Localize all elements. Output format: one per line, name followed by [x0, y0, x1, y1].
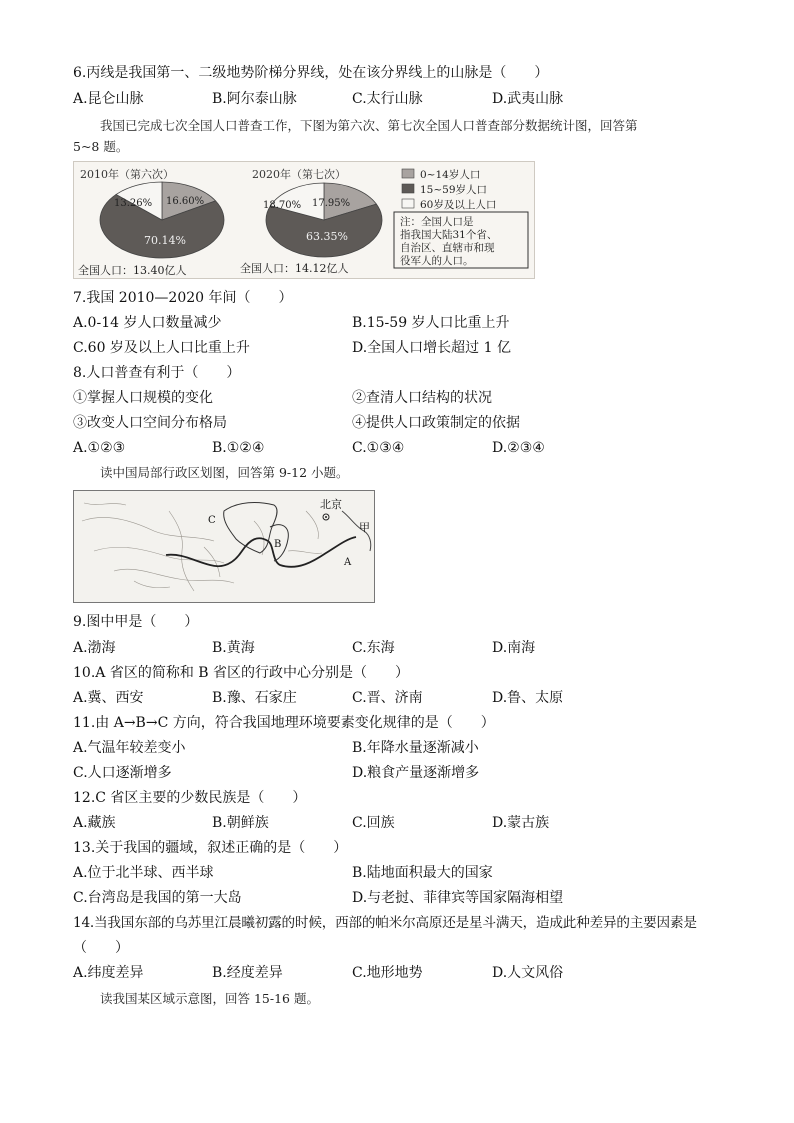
q14-option-c: C.地形地势: [352, 965, 423, 981]
pie1-label-2: 13.26%: [114, 198, 153, 209]
q9-option-b: B.黄海: [212, 640, 255, 656]
q6-option-c: C.太行山脉: [352, 91, 423, 107]
q9-option-c: C.东海: [352, 640, 395, 656]
q8-option-c: C.①③④: [352, 440, 405, 456]
intro-15-16: 读我国某区域示意图，回答 15-16 题。: [100, 991, 319, 1006]
beijing-marker-dot: [325, 516, 327, 518]
q9-stem: 9.图中甲是（ ）: [73, 614, 199, 630]
q10-option-b: B.豫、石家庄: [212, 690, 297, 706]
pie2-total: 全国人口：14.12亿人: [240, 262, 349, 275]
label-b: B: [274, 539, 282, 550]
q6-option-d: D.武夷山脉: [492, 91, 564, 107]
q13-option-b: B.陆地面积最大的国家: [352, 865, 493, 881]
pie1-label-1: 70.14%: [144, 234, 186, 247]
q11-option-a: A.气温年较差变小: [73, 740, 186, 756]
q6-option-a: A.昆仑山脉: [73, 91, 144, 107]
intro-9-12: 读中国局部行政区划图，回答第 9-12 小题。: [100, 465, 349, 480]
q6-stem: 6.丙线是我国第一、二级地势阶梯分界线，处在该分界线上的山脉是（ ）: [73, 65, 549, 81]
q8-option-d: D.②③④: [492, 440, 545, 456]
q8-statement-4: ④提供人口政策制定的依据: [352, 415, 520, 431]
note-line1: 注：全国人口是: [400, 216, 474, 228]
q11-option-b: B.年降水量逐渐减小: [352, 740, 479, 756]
pie2-title: 2020年（第七次）: [252, 168, 346, 181]
q13-option-c: C.台湾岛是我国的第一大岛: [73, 890, 242, 906]
legend-label-15-59: 15~59岁人口: [420, 184, 488, 196]
pie2: [263, 183, 382, 257]
q7-option-a: A.0-14 岁人口数量减少: [73, 315, 222, 331]
q12-option-c: C.回族: [352, 815, 395, 831]
q8-option-a: A.①②③: [73, 440, 126, 456]
pie1-total: 全国人口：13.40亿人: [78, 264, 187, 277]
q7-option-d: D.全国人口增长超过 1 亿: [352, 340, 511, 356]
q12-option-b: B.朝鲜族: [212, 815, 269, 831]
q8-statement-2: ②查清人口结构的状况: [352, 390, 492, 406]
q14-option-b: B.经度差异: [212, 965, 283, 981]
q13-option-a: A.位于北半球、西半球: [73, 865, 214, 881]
q14-stem-line2: （ ）: [73, 940, 129, 956]
q11-stem: 11.由 A→B→C 方向，符合我国地理环境要素变化规律的是（ ）: [73, 715, 495, 731]
q7-stem: 7.我国 2010—2020 年间（ ）: [73, 290, 293, 306]
q8-option-b: B.①②④: [212, 440, 265, 456]
census-figure: [73, 161, 535, 279]
pie1-title: 2010年（第六次）: [80, 168, 174, 181]
pie1-label-0: 16.60%: [166, 196, 205, 207]
pie2-label-0: 17.95%: [312, 198, 351, 209]
q6-option-b: B.阿尔泰山脉: [212, 91, 297, 107]
note-line3: 自治区、直辖市和现: [400, 242, 495, 254]
label-beijing: 北京: [320, 498, 342, 511]
q8-statement-3: ③改变人口空间分布格局: [73, 415, 227, 431]
q11-option-d: D.粮食产量逐渐增多: [352, 765, 480, 781]
q9-option-d: D.南海: [492, 640, 536, 656]
q13-stem: 13.关于我国的疆域，叙述正确的是（ ）: [73, 840, 348, 856]
q12-stem: 12.C 省区主要的少数民族是（ ）: [73, 790, 307, 806]
note-line2: 指我国大陆31个省、: [400, 229, 498, 241]
legend-label-0-14: 0~14岁人口: [420, 169, 481, 181]
legend-swatch-0-14: [402, 169, 414, 178]
legend-label-60-plus: 60岁及以上人口: [420, 199, 497, 211]
label-a: A: [344, 557, 352, 568]
pie1: [100, 182, 224, 258]
pie2-label-2: 18.70%: [263, 200, 302, 211]
q14-option-a: A.纬度差异: [73, 965, 144, 981]
intro-5-8-line1: 我国已完成七次全国人口普查工作，下图为第六次、第七次全国人口普查部分数据统计图，回答第: [100, 118, 638, 133]
q7-option-c: C.60 岁及以上人口比重上升: [73, 340, 250, 356]
label-c: C: [208, 515, 216, 526]
q8-statement-1: ①掌握人口规模的变化: [73, 390, 213, 406]
q10-option-d: D.鲁、太原: [492, 690, 564, 706]
legend-swatch-60-plus: [402, 199, 414, 208]
q10-option-c: C.晋、济南: [352, 690, 423, 706]
q12-option-a: A.藏族: [73, 815, 116, 831]
note-line4: 役军人的人口。: [400, 255, 474, 267]
label-jia: 甲: [359, 521, 370, 534]
q10-stem: 10.A 省区的简称和 B 省区的行政中心分别是（ ）: [73, 665, 410, 681]
census-figure-svg: [74, 162, 534, 278]
q14-option-d: D.人文风俗: [492, 965, 564, 981]
q14-stem-line1: 14.当我国东部的乌苏里江晨曦初露的时候，西部的帕米尔高原还是星斗满天，造成此种差异的主要因素是: [73, 915, 697, 931]
admin-map: [73, 490, 375, 603]
q11-option-c: C.人口逐渐增多: [73, 765, 172, 781]
admin-map-svg: [74, 491, 374, 602]
q8-stem: 8.人口普查有利于（ ）: [73, 365, 241, 381]
pie2-label-1: 63.35%: [306, 230, 348, 243]
province-c-outline: [224, 503, 277, 553]
intro-5-8-line2: 5~8 题。: [73, 139, 129, 154]
q7-option-b: B.15-59 岁人口比重上升: [352, 315, 510, 331]
q9-option-a: A.渤海: [73, 640, 116, 656]
q13-option-d: D.与老挝、菲律宾等国家隔海相望: [352, 890, 564, 906]
q12-option-d: D.蒙古族: [492, 815, 550, 831]
legend-swatch-15-59: [402, 184, 414, 193]
q10-option-a: A.冀、西安: [73, 690, 144, 706]
